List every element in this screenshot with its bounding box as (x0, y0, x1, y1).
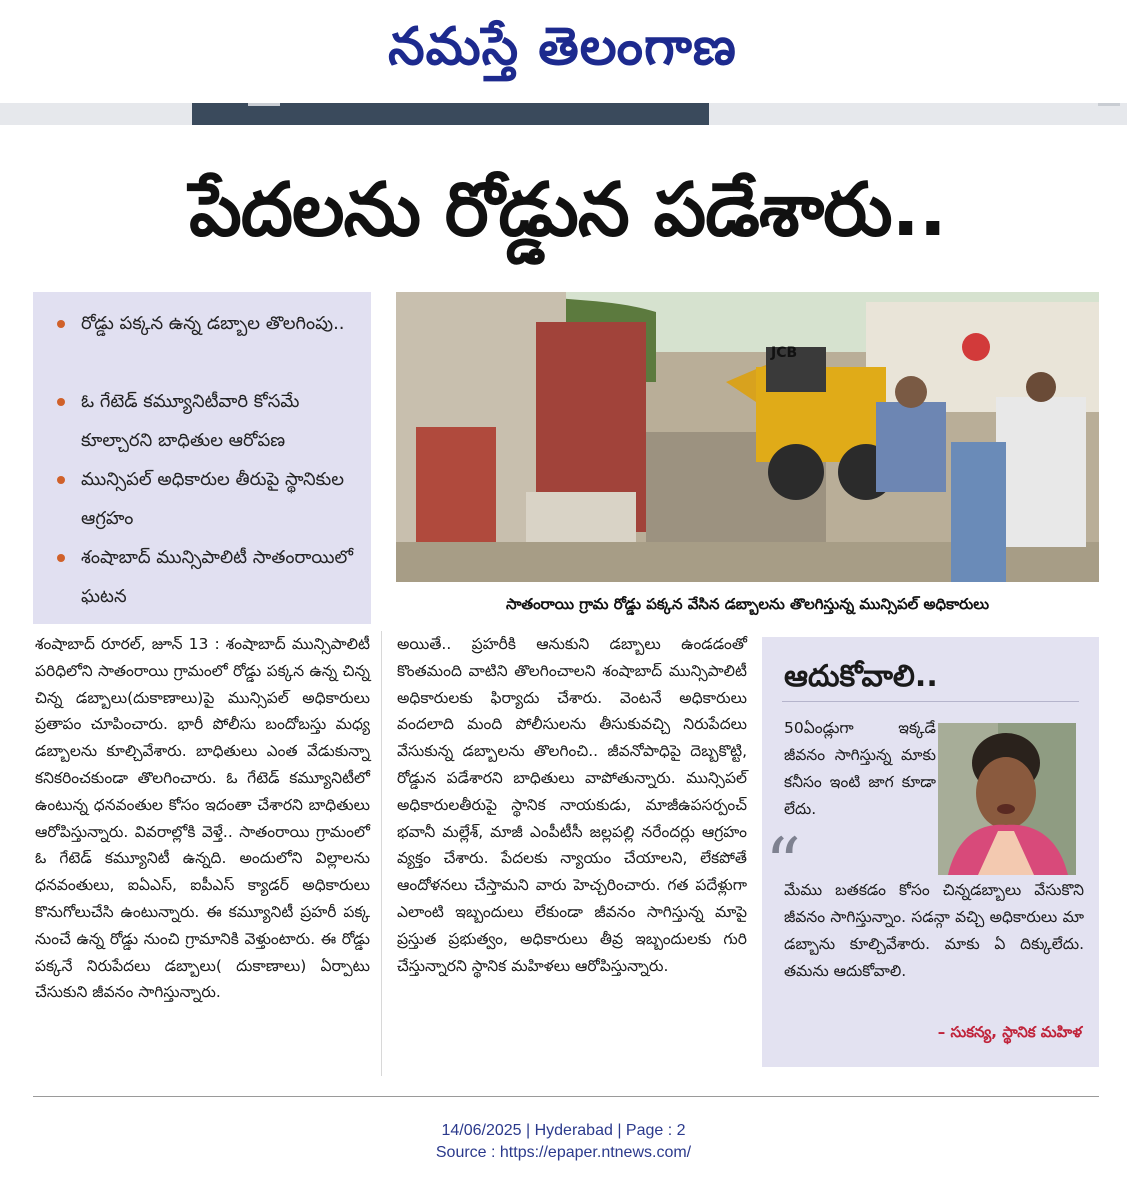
masthead (0, 0, 1127, 100)
quote-attribution: – సుకన్య, స్థానిక మహిళ (937, 1023, 1082, 1041)
header-band-dark (192, 103, 709, 125)
edition-info: 14/06/2025 | Hyderabad | Page : 2 (441, 1122, 686, 1139)
highlight-text: ఓ గేటెడ్ కమ్యూనిటీవారి కోసమే కూల్చారని బాధితుల ఆరోపణ (81, 391, 300, 451)
excavator-brand: JCB (771, 345, 798, 361)
newspaper-title: నమస్తే తెలంగాణ (388, 16, 737, 77)
highlight-text: మున్సిపల్ అధికారుల తీరుపై స్థానికుల ఆగ్రహం (81, 469, 345, 529)
demolition-scene-image (396, 292, 1099, 582)
highlight-item (57, 382, 367, 460)
highlights-box (33, 292, 371, 624)
quote-mark-icon: “ (765, 823, 801, 905)
bullet-icon (57, 320, 65, 328)
quote-text-end: మేము బతకడం కోసం చిన్నడబ్బాలు వేసుకొని జీవనం సాగిస్తున్నాం. సడన్గా వచ్చి అధికారులు మా డబ్బాను కూల్చివేశారు. మాకు ఏ దిక్కులేదు. తమను ఆదుకోవాలి. (784, 881, 1084, 980)
bottom-rule (33, 1096, 1099, 1097)
bullet-icon (57, 398, 65, 406)
bullet-icon (57, 476, 65, 484)
photo-caption: సాతంరాయి గ్రామ రోడ్డు పక్కన వేసిన డబ్బాలను తొలగిస్తున్న మున్సిపల్ అధికారులు (505, 595, 990, 613)
header-notch-right (1098, 103, 1120, 106)
quote-box (762, 637, 1099, 1067)
article-column-2: అయితే.. ప్రహరీకి ఆనుకుని డబ్బాలు ఉండడంతో కొంతమంది వాటిని తొలగించాలని శంషాబాద్ మున్సిపాలిటీ అధికారులకు ఫిర్యాదు చేశారు. వెంటనే అధికారులు వందలాది మంది పోలీసులను తీసుకువచ్చి నిరుపేదలు వేసుకున్న డబ్బాలను తొలగించి.. జీవనోపాధిపై దెబ్బకొట్టి, రోడ్డున పడేశారని బాధితులు వాపోతున్నారు. మున్సిపల్ అధికారులతీరుపై స్థానిక నాయకుడు, మాజీఉపసర్పంచ్ భవానీ మల్లేశ్, మాజీ ఎంపీటీసీ జల్లపల్లి నరేందర్లు ఆగ్రహం వ్యక్తం చేశారు. పేదలకు న్యాయం చేయాలని, లేకపోతే ఆందోళనలు చేస్తామని వారు హెచ్చరించారు. గత పదేళ్లుగా ఎలాంటి ఇబ్బందులు లేకుండా జీవనం సాగిస్తున్న మాపై ప్రస్తుత ప్రభుత్వం, అధికారులు తీవ్ర ఇబ్బందులకు గురి చేస్తున్నారని స్థానిక మహిళలు ఆరోపిస్తున్నారు. (397, 635, 747, 975)
woman-portrait (938, 723, 1076, 875)
bullet-icon (57, 554, 65, 562)
page-footer (0, 1120, 1127, 1164)
news-photo (396, 292, 1099, 582)
headline: పేదలను రోడ్డున పడేశారు.. (189, 167, 946, 253)
quote-box-rule (782, 701, 1079, 702)
column-divider (381, 631, 382, 1076)
highlight-text: శంషాబాద్ మున్సిపాలిటీ సాతంరాయిలో ఘటన (81, 547, 354, 607)
highlight-text: రోడ్డు పక్కన ఉన్న డబ్బాల తొలగింపు.. (81, 313, 345, 334)
source-link[interactable]: Source : https://epaper.ntnews.com/ (435, 1144, 692, 1161)
quote-text-start: 50ఏండ్లుగా ఇక్కడే జీవనం సాగిస్తున్న మాకు కనీసం ఇంటి జాగ కూడా లేదు. (784, 719, 936, 818)
quote-box-title: ఆదుకోవాలి.. (784, 659, 938, 694)
highlight-item (57, 538, 367, 616)
highlight-item (57, 460, 367, 538)
highlight-item (57, 304, 367, 343)
header-notch (248, 103, 280, 106)
article-column-1: శంషాబాద్ రూరల్, జూన్ 13 : శంషాబాద్ మున్సిపాలిటీ పరిధిలోని సాతంరాయి గ్రామంలో రోడ్డు పక్కన ఉన్న చిన్న చిన్న డబ్బాలు(దుకాణాలు)పై మున్సిపల్ అధికారులు ప్రతాపం చూపించారు. భారీ పోలీసు బందోబస్తు మధ్య డబ్బాలను కూల్చివేశారు. బాధితులు ఎంత వేడుకున్నా కనికరించకుండా తొలగించారు. ఓ గేటెడ్ కమ్యూనిటీలో ఉంటున్న ధనవంతుల కోసం ఇదంతా చేశారని బాధితులు ఆరోపిస్తున్నారు. వివరాల్లోకి వెళ్తే.. సాతంరాయి గ్రామంలో ఓ గేటెడ్ కమ్యూనిటీ ఉన్నది. అందులోని విల్లాలను ధనవంతులు, ఐఏఎస్, ఐపీఎస్ క్యాడర్ అధికారులు కొనుగోలుచేసి ఉంటున్నారు. ఈ కమ్యూనిటీ ప్రహరీ పక్క నుంచే ఉన్న రోడ్డు నుంచి గ్రామానికి వెళ్తుంటారు. ఈ రోడ్డు పక్కనే నిరుపేదలు డబ్బాలు( దుకాణాలు) ఏర్పాటు చేసుకుని జీవనం సాగిస్తున్నారు. (35, 635, 370, 1002)
woman-portrait-image (938, 723, 1076, 875)
